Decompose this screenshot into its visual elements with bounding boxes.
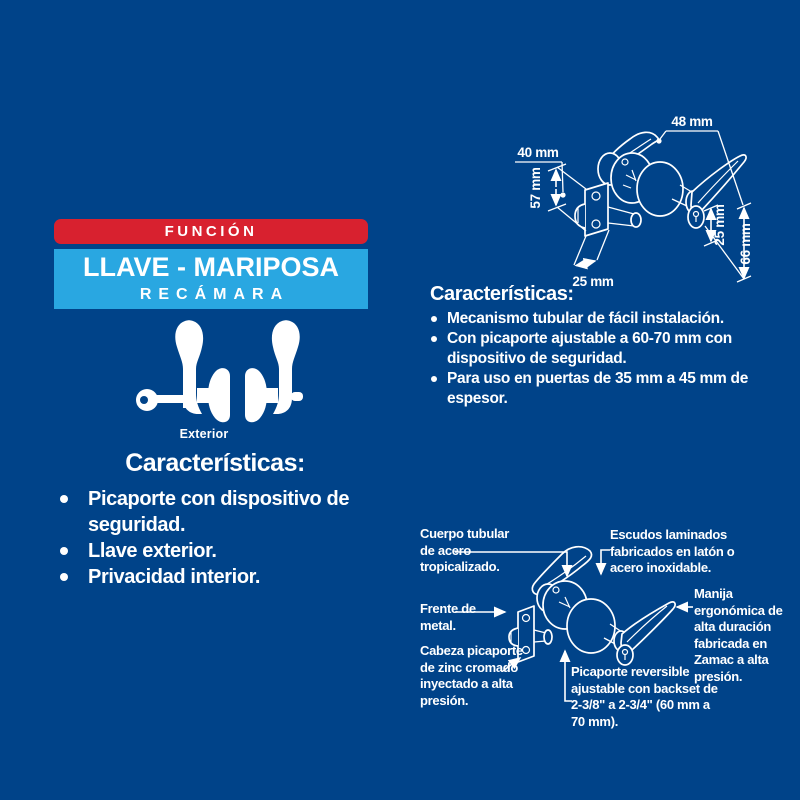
feature-text: Mecanismo tubular de fácil instalación. xyxy=(447,310,724,327)
bullet-dot-icon xyxy=(60,547,68,555)
feature-item xyxy=(58,538,368,564)
callout-manija-ergonomica: Manija ergonómica de alta duración fabricada en Zamac a alta presión. xyxy=(694,586,783,684)
feature-item xyxy=(430,309,778,329)
feature-text: Con picaporte ajustable a 60-70 mm con dispositivo de seguridad. xyxy=(447,330,732,367)
bullet-dot-icon xyxy=(431,316,437,322)
bullet-dot-icon xyxy=(60,573,68,581)
right-features-list xyxy=(430,309,778,409)
feature-text: Para uso en puertas de 35 mm a 45 mm de espesor. xyxy=(447,370,749,407)
feature-item xyxy=(430,329,778,369)
dim-label-25mm-bottom: 25 mm xyxy=(572,274,614,289)
feature-text: Picaporte con dispositivo de seguridad. xyxy=(88,488,350,536)
callout-cabeza-picaporte: Cabeza picaporte de zinc cromado inyectado a alta presión. xyxy=(420,643,523,708)
dim-label-48mm: 48 mm xyxy=(671,114,713,129)
callout-picaporte-reversible: Picaporte reversible ajustable con backset de 2-3/8" a 2-3/4" (60 mm a 70 mm). xyxy=(571,664,718,729)
right-features-heading: Características: xyxy=(430,283,574,305)
bullet-dot-icon xyxy=(431,336,437,342)
lever-handles-icon xyxy=(175,320,303,422)
title-banner xyxy=(54,249,368,309)
feature-text: Llave exterior. xyxy=(88,540,217,562)
callout-escudos-laminados: Escudos laminados fabricados en latón o acero inoxidable. xyxy=(610,527,735,575)
left-features-list xyxy=(58,486,368,590)
exterior-lock-illustration xyxy=(105,316,320,434)
bullet-dot-icon xyxy=(431,376,437,382)
feature-item xyxy=(58,564,368,590)
dimension-diagram xyxy=(420,95,780,305)
product-title: LLAVE - MARIPOSA xyxy=(83,252,339,282)
bullet-dot-icon xyxy=(60,495,68,503)
callout-frente-metal: Frente de metal. xyxy=(420,601,476,633)
feature-text: Privacidad interior. xyxy=(88,566,261,588)
dim-label-66mm: 66 mm xyxy=(738,223,753,265)
dim-label-25mm-right: 25 mm xyxy=(712,204,727,246)
function-banner xyxy=(54,219,368,244)
left-features-heading: Características: xyxy=(125,449,305,477)
feature-item xyxy=(58,486,368,538)
feature-item xyxy=(430,369,778,409)
function-banner-label: FUNCIÓN xyxy=(164,223,258,240)
dim-label-40mm: 40 mm xyxy=(517,145,559,160)
product-subtitle: RECÁMARA xyxy=(139,286,290,303)
dim-label-57mm: 57 mm xyxy=(528,167,543,209)
callout-cuerpo-tubular: Cuerpo tubular de acero tropicalizado. xyxy=(420,526,509,574)
exterior-label: Exterior xyxy=(179,427,229,441)
